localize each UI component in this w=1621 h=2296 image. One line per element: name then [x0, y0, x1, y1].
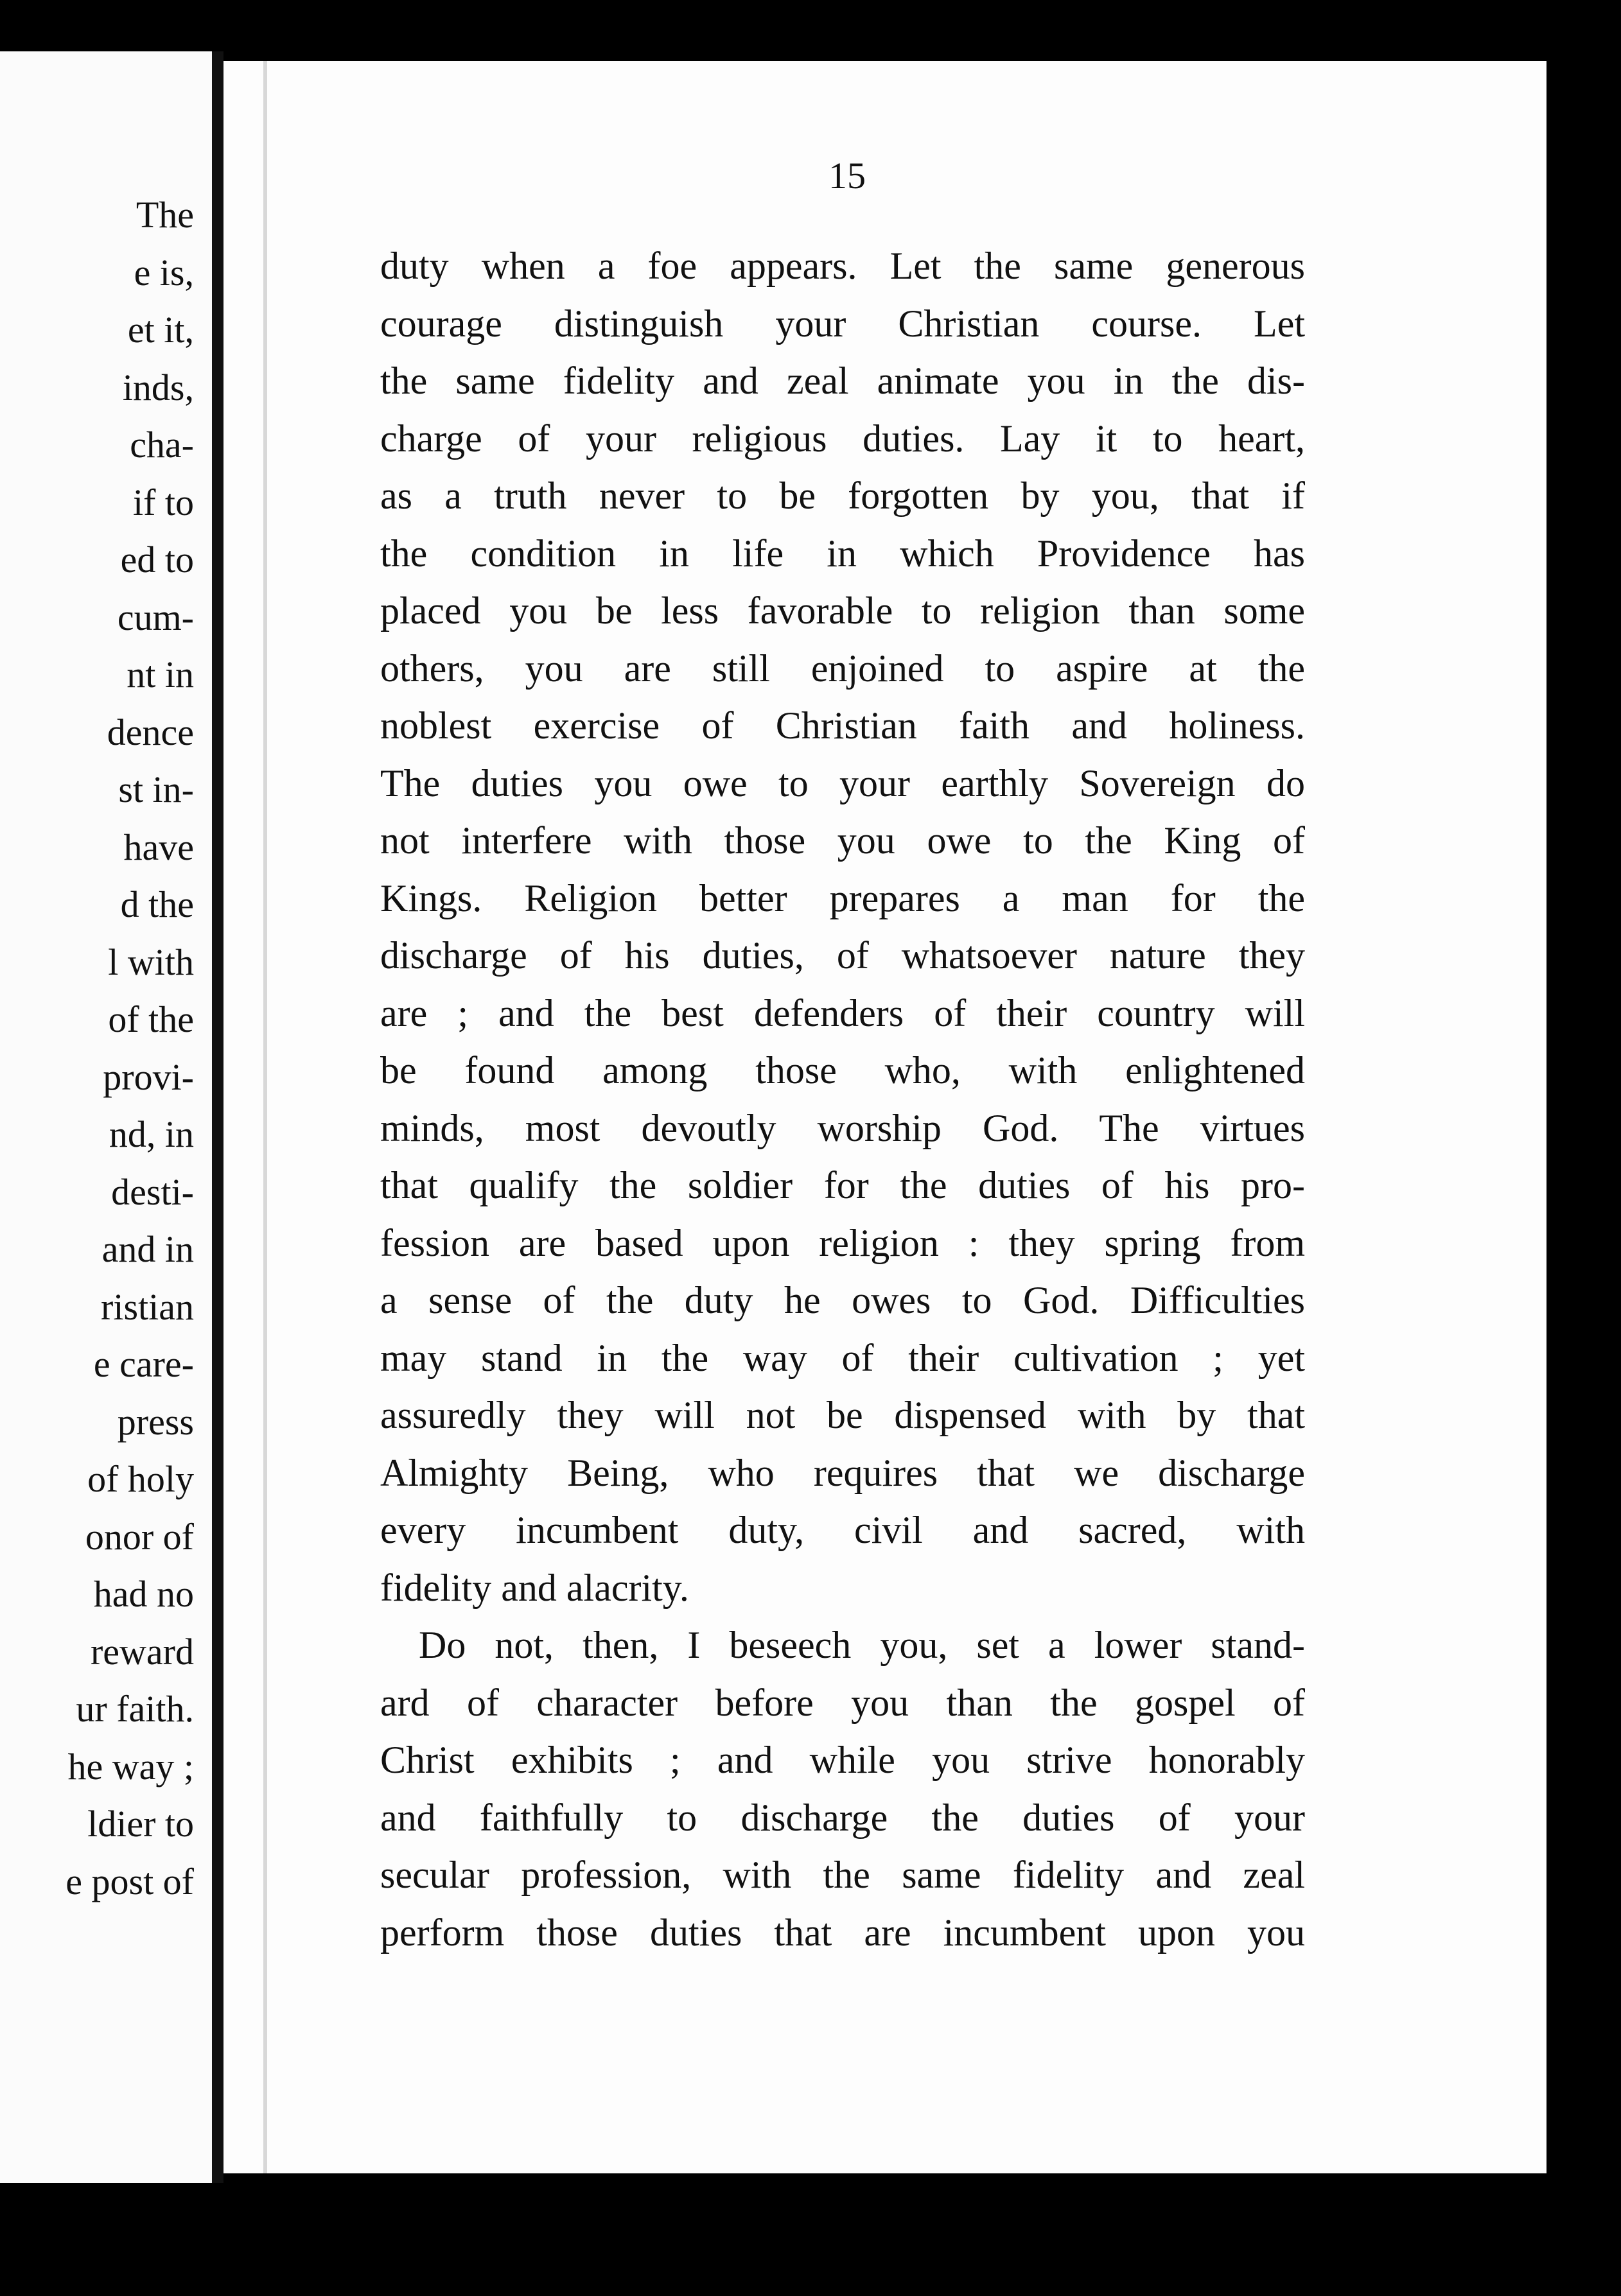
left-page-line: ldier to	[87, 1803, 194, 1845]
text-line: and faithfully to discharge the duties of your	[380, 1796, 1305, 1839]
text-line: minds, most devoutly worship God. The virtues	[380, 1106, 1305, 1149]
left-page-line: and in	[101, 1228, 194, 1270]
left-page-line: desti-	[111, 1170, 194, 1213]
text-line: duty when a foe appears. Let the same generous	[380, 245, 1305, 287]
left-page-line: have	[123, 826, 194, 868]
text-line: as a truth never to be forgotten by you, that if	[380, 474, 1305, 517]
text-line: every incumbent duty, civil and sacred, with	[380, 1509, 1305, 1551]
text-line: perform those duties that are incumbent upon you	[380, 1911, 1305, 1954]
text-line: ard of character before you than the gospel of	[380, 1681, 1305, 1724]
text-line: are ; and the best defenders of their country will	[380, 991, 1305, 1034]
left-page	[0, 51, 212, 2183]
text-line: a sense of the duty he owes to God. Difficulties	[380, 1279, 1305, 1321]
text-line: charge of your religious duties. Lay it to heart,	[380, 417, 1305, 460]
scan-border-top	[0, 0, 1621, 51]
text-line: be found among those who, with enlightened	[380, 1049, 1305, 1091]
left-page-line: The	[136, 194, 194, 236]
text-line: the same fidelity and zeal animate you in the dis-	[380, 360, 1305, 402]
left-page-line: cum-	[117, 596, 194, 638]
left-page-line: st in-	[118, 769, 194, 810]
left-page-line: had no	[93, 1573, 194, 1615]
left-page-line: of the	[108, 998, 194, 1040]
left-page-line: inds,	[122, 366, 194, 408]
text-line: courage distinguish your Christian course. Let	[380, 302, 1305, 345]
left-page-line: d the	[120, 883, 194, 925]
left-page-line: l with	[108, 941, 194, 983]
text-line: Almighty Being, who requires that we discharge	[380, 1451, 1305, 1494]
left-page-line: e care-	[93, 1343, 194, 1385]
text-line: placed you be less favorable to religion than some	[380, 589, 1305, 632]
left-page-line: e is,	[134, 251, 194, 293]
left-page-line: ed to	[120, 539, 194, 580]
text-line: may stand in the way of their cultivation ; yet	[380, 1336, 1305, 1379]
text-line: Do not, then, I beseech you, set a lower stand-	[419, 1624, 1305, 1666]
left-page-line: nd, in	[109, 1113, 194, 1155]
text-line: the condition in life in which Providence has	[380, 532, 1305, 575]
page-number: 15	[828, 155, 866, 196]
text-line: Christ exhibits ; and while you strive honorably	[380, 1739, 1305, 1781]
left-page-line: dence	[107, 711, 194, 753]
text-line: others, you are still enjoined to aspire at the	[380, 647, 1305, 690]
text-line: Kings. Religion better prepares a man for the	[380, 876, 1305, 919]
text-line: not interfere with those you owe to the King of	[380, 819, 1305, 862]
left-page-line: of holy	[87, 1458, 194, 1500]
left-page-line: ur faith.	[76, 1688, 194, 1730]
text-line: noblest exercise of Christian faith and holiness.	[380, 704, 1305, 747]
left-page-line: et it,	[127, 309, 194, 351]
left-page-line: onor of	[85, 1515, 194, 1558]
left-page-line: provi-	[103, 1056, 194, 1098]
text-line: fidelity and alacrity.	[380, 1566, 689, 1609]
page-edge-shadow	[263, 61, 267, 2173]
text-line: The duties you owe to your earthly Sovereign do	[380, 761, 1305, 804]
left-page-line: reward	[90, 1630, 194, 1673]
left-page-line: he way ;	[67, 1745, 194, 1787]
left-page-line: e post of	[66, 1860, 194, 1902]
text-line: fession are based upon religion : they spring from	[380, 1221, 1305, 1264]
body-text	[380, 238, 1305, 1961]
text-line: that qualify the soldier for the duties of his pro-	[380, 1164, 1305, 1206]
book-gutter	[212, 51, 223, 2183]
left-page-line: press	[117, 1400, 194, 1443]
text-line: assuredly they will not be dispensed with by that	[380, 1394, 1305, 1436]
left-page-line: if to	[132, 481, 194, 523]
left-page-line: ristian	[101, 1285, 194, 1328]
left-page-line: nt in	[127, 654, 194, 695]
left-page-line: cha-	[130, 424, 194, 465]
text-line: secular profession, with the same fidelity and zeal	[380, 1854, 1305, 1896]
text-line: discharge of his duties, of whatsoever nature they	[380, 934, 1305, 977]
